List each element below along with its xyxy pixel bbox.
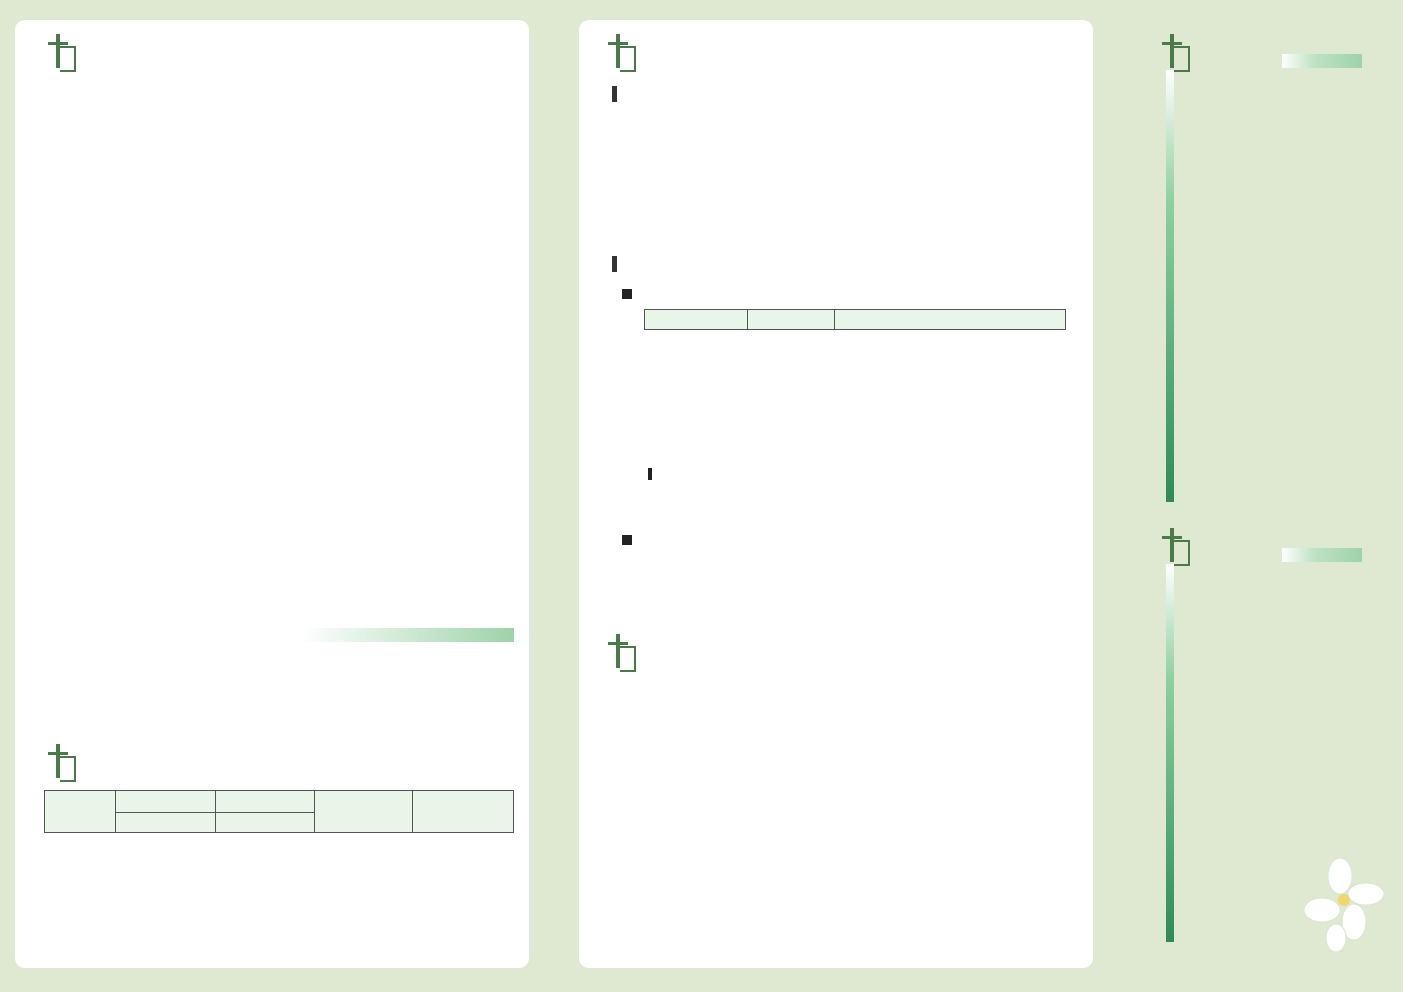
guide-bar [300, 628, 514, 642]
mission-side-bar [1166, 70, 1174, 502]
news-heading [608, 32, 1072, 70]
cross-icon [1162, 528, 1192, 564]
roster-header [314, 791, 413, 833]
middle-panel [579, 20, 1093, 968]
flower-icon [1300, 858, 1396, 958]
year-label [612, 86, 625, 102]
fellowship-note [648, 468, 662, 484]
roster-header [216, 791, 315, 813]
schedule-header [645, 310, 748, 330]
roster-header [115, 791, 216, 813]
sunday-service-heading [48, 32, 514, 70]
sunday-service-title [82, 66, 88, 70]
roster-title [82, 776, 88, 780]
sermon-title [1196, 560, 1202, 564]
wednesday-title [642, 666, 648, 670]
schedule-table [644, 309, 1066, 330]
mission-heading [1162, 32, 1362, 70]
cross-icon [608, 634, 638, 670]
cross-icon [48, 34, 78, 70]
roster-table [44, 790, 514, 833]
roster-header [216, 813, 315, 833]
schedule-header [835, 310, 1066, 330]
pentecost-title [622, 534, 640, 549]
schedule-header [748, 310, 835, 330]
cross-icon [48, 744, 78, 780]
roster-header [115, 813, 216, 833]
roster-header-date [45, 791, 116, 833]
notice-label [612, 256, 625, 272]
news-title [642, 66, 648, 70]
cross-icon [608, 34, 638, 70]
roster-header [413, 791, 514, 833]
wednesday-heading [608, 632, 1072, 670]
mission-title [1196, 66, 1202, 70]
cross-icon [1162, 34, 1192, 70]
sermon-side-bar [1166, 564, 1174, 942]
notice-1 [622, 288, 640, 303]
roster-heading [48, 742, 514, 780]
sermon-heading [1162, 526, 1362, 564]
